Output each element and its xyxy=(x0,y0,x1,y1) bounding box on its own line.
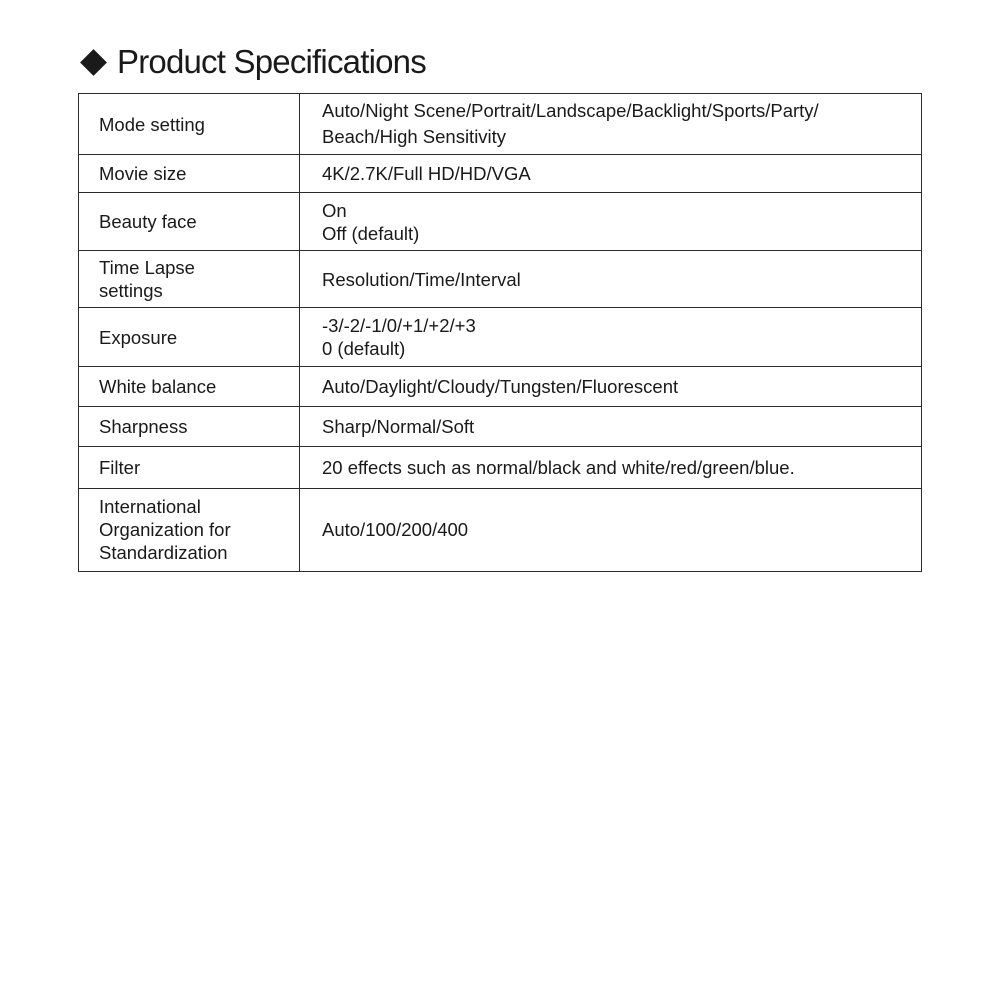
spec-label: International Organization for Standardization xyxy=(79,489,300,572)
page-title: Product Specifications xyxy=(117,43,426,80)
spec-value: On Off (default) xyxy=(300,193,922,251)
table-row xyxy=(79,193,922,251)
table-row xyxy=(79,251,922,308)
spec-label: Mode setting xyxy=(79,94,300,155)
table-row xyxy=(79,155,922,193)
diamond-bullet-icon xyxy=(80,49,107,76)
spec-value: 4K/2.7K/Full HD/HD/VGA xyxy=(300,155,922,193)
spec-value: Auto/Daylight/Cloudy/Tungsten/Fluorescent xyxy=(300,367,922,407)
table-row xyxy=(79,447,922,489)
spec-value: Auto/Night Scene/Portrait/Landscape/Backlight/Sports/Party/ Beach/High Sensitivity xyxy=(300,94,922,155)
spec-table xyxy=(78,93,922,572)
table-row xyxy=(79,308,922,367)
spec-label: Exposure xyxy=(79,308,300,367)
table-row xyxy=(79,367,922,407)
spec-value: Auto/100/200/400 xyxy=(300,489,922,572)
spec-label: White balance xyxy=(79,367,300,407)
table-row xyxy=(79,407,922,447)
spec-label: Beauty face xyxy=(79,193,300,251)
spec-value: 20 effects such as normal/black and white/red/green/blue. xyxy=(300,447,922,489)
spec-value: -3/-2/-1/0/+1/+2/+3 0 (default) xyxy=(300,308,922,367)
section-header xyxy=(80,38,426,86)
table-row xyxy=(79,489,922,572)
table-row xyxy=(79,94,922,155)
spec-label: Movie size xyxy=(79,155,300,193)
spec-label: Sharpness xyxy=(79,407,300,447)
spec-label: Time Lapse settings xyxy=(79,251,300,308)
spec-value: Resolution/Time/Interval xyxy=(300,251,922,308)
spec-value: Sharp/Normal/Soft xyxy=(300,407,922,447)
spec-label: Filter xyxy=(79,447,300,489)
